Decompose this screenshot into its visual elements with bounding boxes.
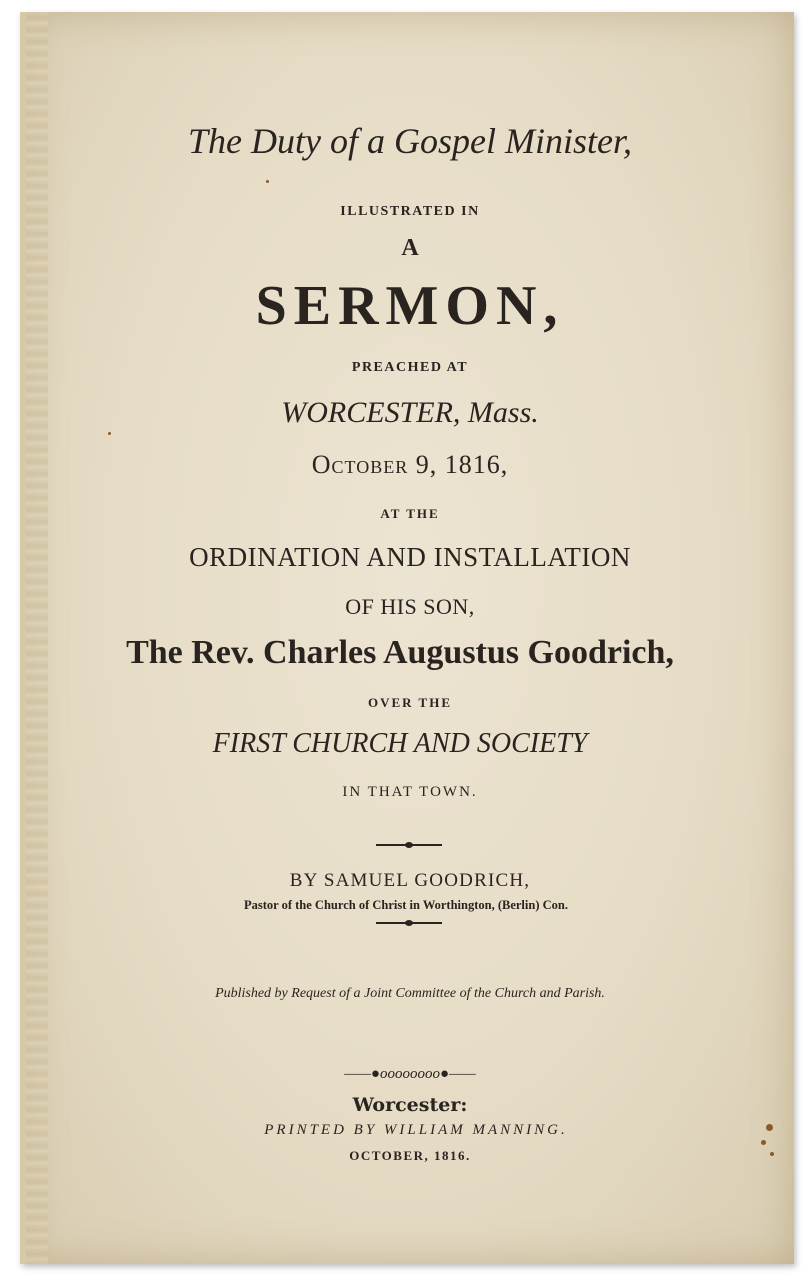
foxing-spot (266, 180, 269, 183)
foxing-spot (108, 432, 111, 435)
lower-divider-dot (405, 920, 413, 926)
foxing-spot (761, 1140, 766, 1145)
author-position: Pastor of the Church of Christ in Worthington, (Berlin) Con. (244, 898, 568, 912)
of-his-son-line: OF HIS SON, (345, 594, 475, 619)
foxing-spot (766, 1124, 773, 1131)
minister-name: The Rev. Charles Augustus Goodrich, (126, 634, 674, 671)
town-line: IN THAT TOWN. (342, 784, 478, 800)
place-line: WORCESTER, Mass. (281, 396, 539, 429)
foxing-spot (770, 1152, 774, 1156)
book-title: The Duty of a Gospel Minister, (188, 121, 632, 161)
imprint-ornament: ——●oooooooo●—— (344, 1066, 476, 1082)
at-the-line: AT THE (380, 506, 440, 521)
illustrated-in-line: ILLUSTRATED IN (340, 204, 480, 219)
author-line: BY SAMUEL GOODRICH, (289, 870, 531, 891)
imprint-printer: PRINTED BY WILLIAM MANNING. (264, 1122, 568, 1138)
title-page (20, 12, 794, 1264)
preached-at-line: PREACHED AT (351, 360, 469, 375)
over-the-line: OVER THE (367, 695, 453, 710)
occasion-line: ORDINATION AND INSTALLATION (189, 542, 631, 572)
article-line: A (401, 235, 419, 261)
sermon-heading: SERMON, (255, 275, 565, 337)
sermon-date: October 9, 1816, (311, 450, 509, 479)
upper-divider-dot (405, 842, 413, 848)
congregation-line: FIRST CHURCH AND SOCIETY (212, 728, 588, 759)
imprint-city: Worcester: (352, 1094, 468, 1116)
imprint-date: OCTOBER, 1816. (349, 1148, 471, 1163)
publication-note: Published by Request of a Joint Committee of the Church and Parish. (215, 986, 605, 1001)
